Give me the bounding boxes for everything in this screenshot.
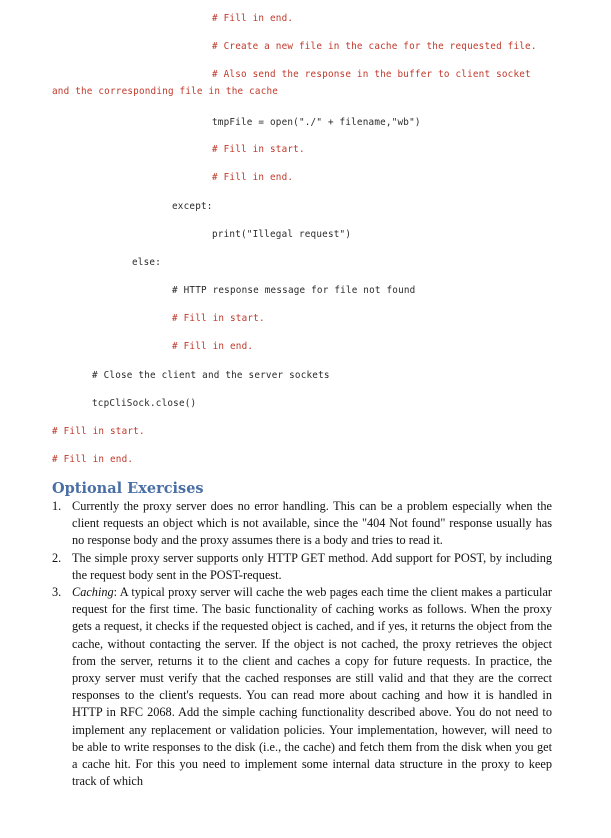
code-print-illegal-request: print("Illegal request") bbox=[212, 229, 352, 240]
code-except: except: bbox=[172, 201, 213, 212]
list-item bbox=[52, 584, 552, 790]
list-item-number: 2. bbox=[52, 550, 62, 565]
list-item-text: Currently the proxy server does no error handling. This can be a problem especially when the client requests an object which is not available, since the "404 Not found" response usually has no response body and the proxy assumes there is a body and tries to read it. bbox=[72, 499, 552, 548]
code-comment-fill-in-end: # Fill in end. bbox=[172, 341, 254, 352]
code-comment-close-sockets: # Close the client and the server sockets bbox=[92, 370, 330, 381]
code-comment-fill-in-start: # Fill in start. bbox=[172, 313, 265, 324]
list-item bbox=[52, 498, 552, 550]
code-comment-also-send-line2: and the corresponding file in the cache bbox=[52, 86, 279, 97]
exercise-list bbox=[52, 498, 552, 790]
list-item-number: 1. bbox=[52, 499, 62, 513]
code-comment-http-not-found: # HTTP response message for file not found bbox=[172, 285, 416, 296]
list-item-lead: Caching bbox=[72, 585, 114, 600]
code-comment-create-cache-file: # Create a new file in the cache for the requested file. bbox=[212, 41, 537, 52]
list-item-number: 3. bbox=[52, 585, 62, 600]
section-title: Optional Exercises bbox=[52, 480, 204, 497]
code-comment-fill-in-end: # Fill in end. bbox=[52, 454, 134, 465]
code-close-client-socket: tcpCliSock.close() bbox=[92, 398, 197, 409]
code-comment-fill-in-start: # Fill in start. bbox=[52, 426, 145, 437]
code-comment-also-send bbox=[52, 66, 531, 100]
list-item bbox=[52, 550, 552, 584]
list-item-text: : A typical proxy server will cache the web pages each time the client makes a particular request for the first time. The basic functionality of caching works as follows. When the proxy gets a request, it checks if the requested object is cached, and if yes, it returns the object from the cache, without contacting the server. If the object is not cached, the proxy retrieves the object from the server, returns it to the client and caches a copy for future requests. In practice, the proxy server must verify that the cached responses are still valid and that they are the correct responses to the client's requests. You can read more about caching and how it is handled in HTTP in RFC 2068. Add the simple caching functionality described above. You do not need to implement any replacement or validation policies. Your implementation, however, will need to be able to write responses to the disk (i.e., the cache) and fetch them from the disk when you get a cache hit. For this you need to implement some internal data structure in the proxy to keep track of which bbox=[72, 585, 552, 789]
code-comment-fill-in-end: # Fill in end. bbox=[212, 13, 294, 24]
code-else: else: bbox=[132, 257, 161, 268]
code-comment-fill-in-end: # Fill in end. bbox=[212, 172, 294, 183]
code-tmpfile-open: tmpFile = open("./" + filename,"wb") bbox=[212, 117, 421, 128]
code-comment-fill-in-start: # Fill in start. bbox=[212, 144, 305, 155]
code-comment-also-send-line1: # Also send the response in the buffer to client socket bbox=[212, 69, 531, 80]
list-item-text: The simple proxy server supports only HTTP GET method. Add support for POST, by including the request body sent in the POST-request. bbox=[72, 550, 552, 582]
